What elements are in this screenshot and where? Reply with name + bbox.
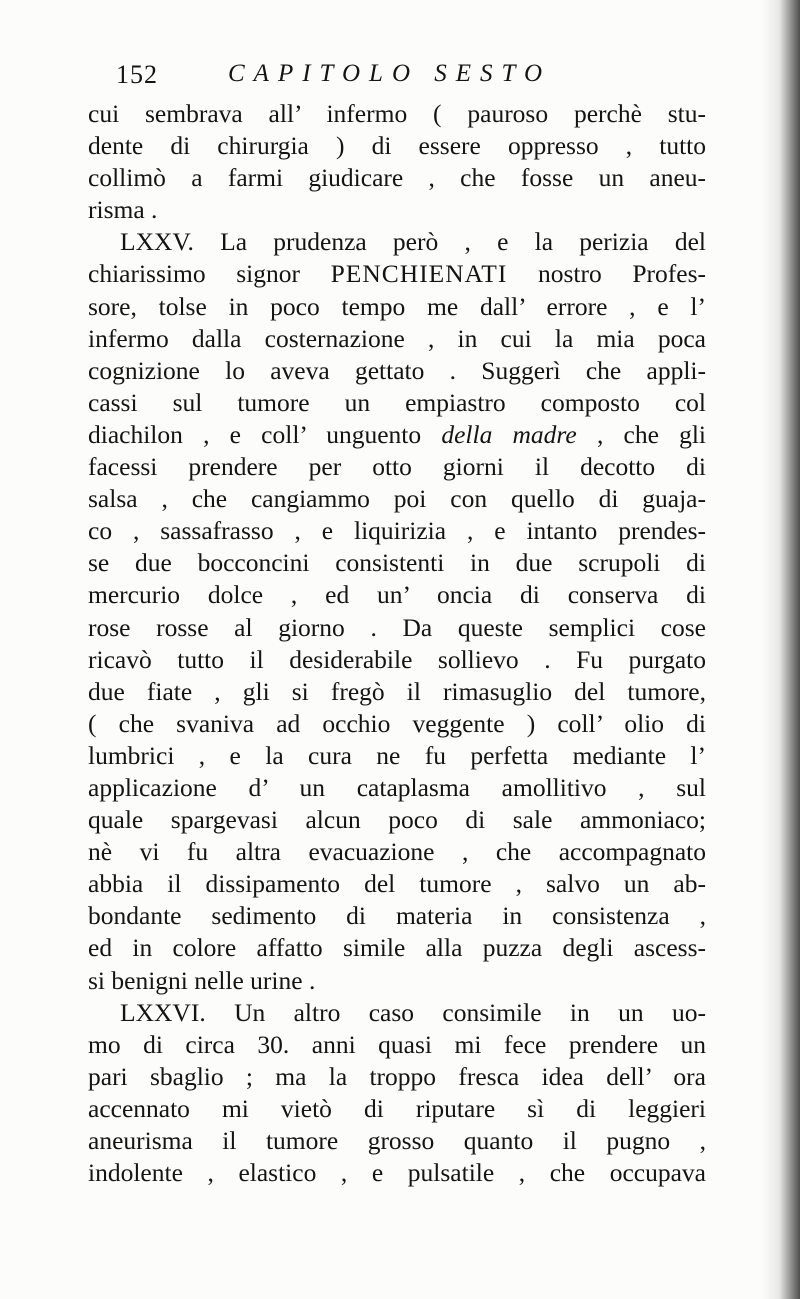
text-line: mercurio dolce , ed un’ oncia di conserva di	[88, 580, 706, 610]
text-line: facessi prendere per otto giorni il decotto di	[88, 452, 706, 482]
text-line: cui sembrava all’ infermo ( pauroso perchè stu-	[88, 99, 706, 128]
text-segment: chiarissimo signor	[88, 259, 300, 289]
text-line: accennato mi vietò di riputare sì di leggieri	[88, 1093, 706, 1123]
text-segment: nostro Profes-	[537, 259, 707, 289]
paragraph-start-line-lxxv: LXXV. La prudenza però , e la perizia del	[120, 227, 706, 257]
paragraph-end-line: risma .	[88, 195, 158, 225]
text-line: rose rosse al giorno . Da queste semplici cose	[88, 612, 706, 642]
text-line: ( che svaniva ad occhio veggente ) coll’ olio di	[88, 708, 706, 738]
text-segment: , che gli	[596, 419, 707, 449]
text-line: applicazione d’ un cataplasma amollitivo , sul	[88, 772, 706, 802]
scan-edge-shadow	[762, 0, 800, 1299]
text-line: lumbrici , e la cura ne fu perfetta mediante l’	[88, 740, 706, 770]
text-line: mo di circa 30. anni quasi mi fece prendere un	[88, 1029, 706, 1059]
text-line: salsa , che cangiammo poi con quello di guaja-	[88, 484, 706, 514]
text-line: pari sbaglio ; ma la troppo fresca idea dell’ ora	[88, 1061, 706, 1091]
text-line: collimò a farmi giudicare , che fosse un aneu-	[88, 163, 706, 193]
italic-term-della-madre: della madre	[441, 419, 577, 449]
text-line: quale spargevasi alcun poco di sale ammoniaco;	[88, 805, 706, 835]
text-line: dente di chirurgia ) di essere oppresso , tutto	[88, 131, 706, 161]
text-line: cassi sul tumore un empiastro composto col	[88, 387, 706, 417]
text-line	[88, 419, 706, 451]
text-segment: diachilon , e coll’ unguento	[88, 419, 422, 449]
text-line: ricavò tutto il desiderabile sollievo . Fu purgato	[88, 644, 706, 674]
text-line: cognizione lo aveva gettato . Suggerì che appli-	[88, 355, 706, 385]
proper-name-penchienati: PENCHIENATI	[330, 259, 508, 289]
body-text	[88, 98, 706, 1189]
text-line: aneurisma il tumore grosso quanto il pugno ,	[88, 1126, 706, 1155]
text-line: bondante sedimento di materia in consistenza ,	[88, 901, 706, 931]
text-line: abbia il dissipamento del tumore , salvo un ab-	[88, 869, 706, 899]
text-line: nè vi fu altra evacuazione , che accompagnato	[88, 837, 706, 867]
page-number: 152	[116, 60, 158, 89]
text-line	[88, 258, 706, 290]
chapter-title: CAPITOLO SESTO	[228, 60, 552, 87]
paragraph-end-line: si benigni nelle urine .	[88, 965, 316, 995]
text-line: ed in colore affatto simile alla puzza degli ascess-	[88, 933, 706, 963]
running-head	[116, 60, 556, 94]
text-line: se due bocconcini consistenti in due scrupoli di	[88, 548, 706, 578]
text-line: infermo dalla costernazione , in cui la mia poca	[88, 323, 706, 353]
text-line: due fiate , gli si fregò il rimasuglio del tumore,	[88, 676, 706, 706]
text-line: sore, tolse in poco tempo me dall’ errore , e l’	[88, 291, 706, 321]
text-line: indolente , elastico , e pulsatile , che occupava	[88, 1158, 706, 1188]
paragraph-start-line-lxxvi: LXXVI. Un altro caso consimile in un uo-	[120, 997, 706, 1027]
text-line: co , sassafrasso , e liquirizia , e intanto prendes-	[88, 516, 706, 546]
